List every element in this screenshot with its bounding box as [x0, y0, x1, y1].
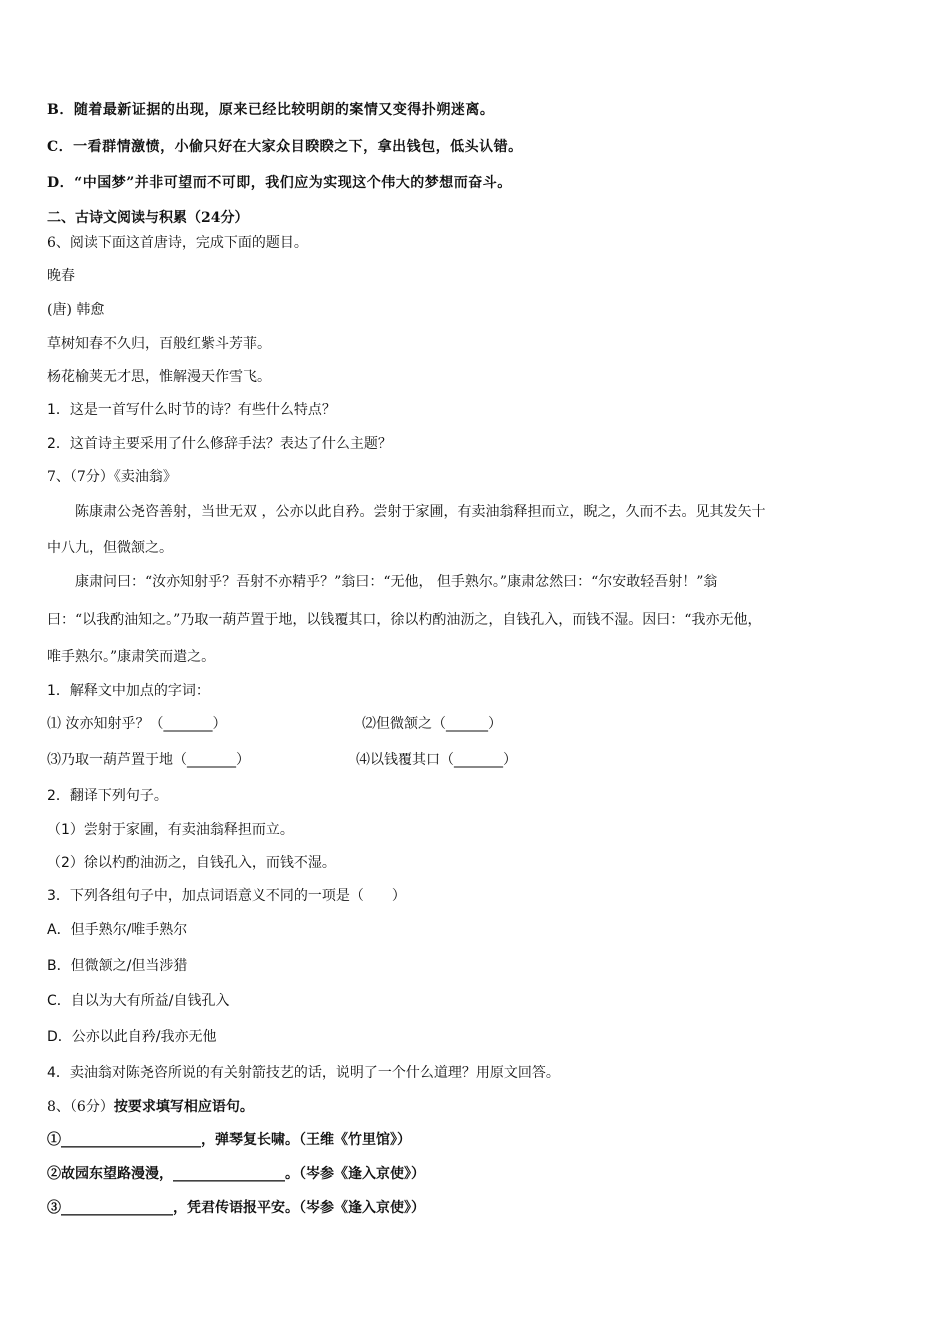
q8-line-1: ①____________________，弹琴复长啸。（王维《竹里馆》） — [47, 1132, 411, 1148]
q8-stem-number: 8、（6分） — [47, 1099, 114, 1115]
option-b: B．随着最新证据的出现，原来已经比较明朗的案情又变得扑朔迷离。 — [47, 102, 495, 118]
q7-sub4: 4．卖油翁对陈尧咨所说的有关射箭技艺的话，说明了一个什么道理？用原文回答。 — [47, 1065, 560, 1081]
q7-sub1: 1．解释文中加点的字词： — [47, 683, 210, 699]
q7-option-b: B．但微颔之/但当涉猎 — [47, 958, 188, 974]
passage-para2-b: 曰：“以我酌油知之。”乃取一葫芦置于地，以钱覆其口，徐以杓酌油沥之，自钱孔入，而钱不湿。因曰：“我亦无他， — [47, 612, 762, 628]
q8-line-2: ②故园东望路漫漫，________________。（岑参《逢入京使》） — [47, 1166, 425, 1182]
q7-translate-2: （2）徐以杓酌油沥之，自钱孔入，而钱不湿。 — [47, 855, 336, 871]
q7-sub3: 3．下列各组句子中，加点词语意义不同的一项是（ ） — [47, 888, 406, 904]
q7-option-c: C．自以为大有所益/自钱孔入 — [47, 993, 230, 1009]
q8-stem — [47, 1097, 254, 1117]
q8-line-3: ③________________，凭君传语报平安。（岑参《逢入京使》） — [47, 1200, 425, 1216]
q6-sub1: 1．这是一首写什么时节的诗？有些什么特点？ — [47, 402, 336, 418]
passage-para2-c: 唯手熟尔。”康肃笑而遣之。 — [47, 649, 216, 665]
poem-line-2: 杨花榆荚无才思，惟解漫天作雪飞。 — [47, 369, 271, 385]
passage-para1-a: 陈康肃公尧咨善射，当世无双 ，公亦以此自矜。尝射于家圃，有卖油翁释担而立，睨之，久而不去。见其发矢十 — [47, 504, 766, 520]
poem-title: 晚春 — [47, 268, 75, 284]
q7-option-a: A．但手熟尔/唯手熟尔 — [47, 922, 188, 938]
poem-author: (唐) 韩愈 — [47, 302, 105, 318]
q6-stem: 6、阅读下面这首唐诗，完成下面的题目。 — [47, 235, 308, 251]
poem-line-1: 草树知春不久归，百般红紫斗芳菲。 — [47, 336, 271, 352]
option-d: D．“中国梦”并非可望而不可即，我们应为实现这个伟大的梦想而奋斗。 — [47, 175, 512, 191]
q6-sub2: 2．这首诗主要采用了什么修辞手法？表达了什么主题？ — [47, 436, 392, 452]
q7-option-d: D．公亦以此自矜/我亦无他 — [47, 1029, 217, 1045]
q7-item2: ⑵但微颔之（______） — [362, 716, 502, 732]
q7-item4: ⑷以钱覆其口（_______） — [356, 752, 517, 768]
q8-stem-text: 按要求填写相应语句。 — [113, 1099, 254, 1115]
passage-para2-a: 康肃问曰：“汝亦知射乎？吾射不亦精乎？”翁曰：“无他， 但手熟尔。”康肃忿然曰：“尔安敢轻吾射！”翁 — [47, 574, 718, 590]
passage-para1-b: 中八九，但微颔之。 — [47, 540, 173, 556]
q7-item1: ⑴ 汝亦知射乎？（_______） — [47, 716, 227, 732]
q7-translate-1: （1）尝射于家圃，有卖油翁释担而立。 — [47, 822, 294, 838]
q7-item3: ⑶乃取一葫芦置于地（_______） — [47, 752, 250, 768]
section-heading: 二、古诗文阅读与积累（24分） — [47, 210, 249, 226]
q7-stem: 7、（7分）《卖油翁》 — [47, 469, 177, 485]
q7-sub2: 2．翻译下列句子。 — [47, 788, 168, 804]
option-c: C．一看群情激愤，小偷只好在大家众目睽睽之下，拿出钱包，低头认错。 — [47, 139, 523, 155]
